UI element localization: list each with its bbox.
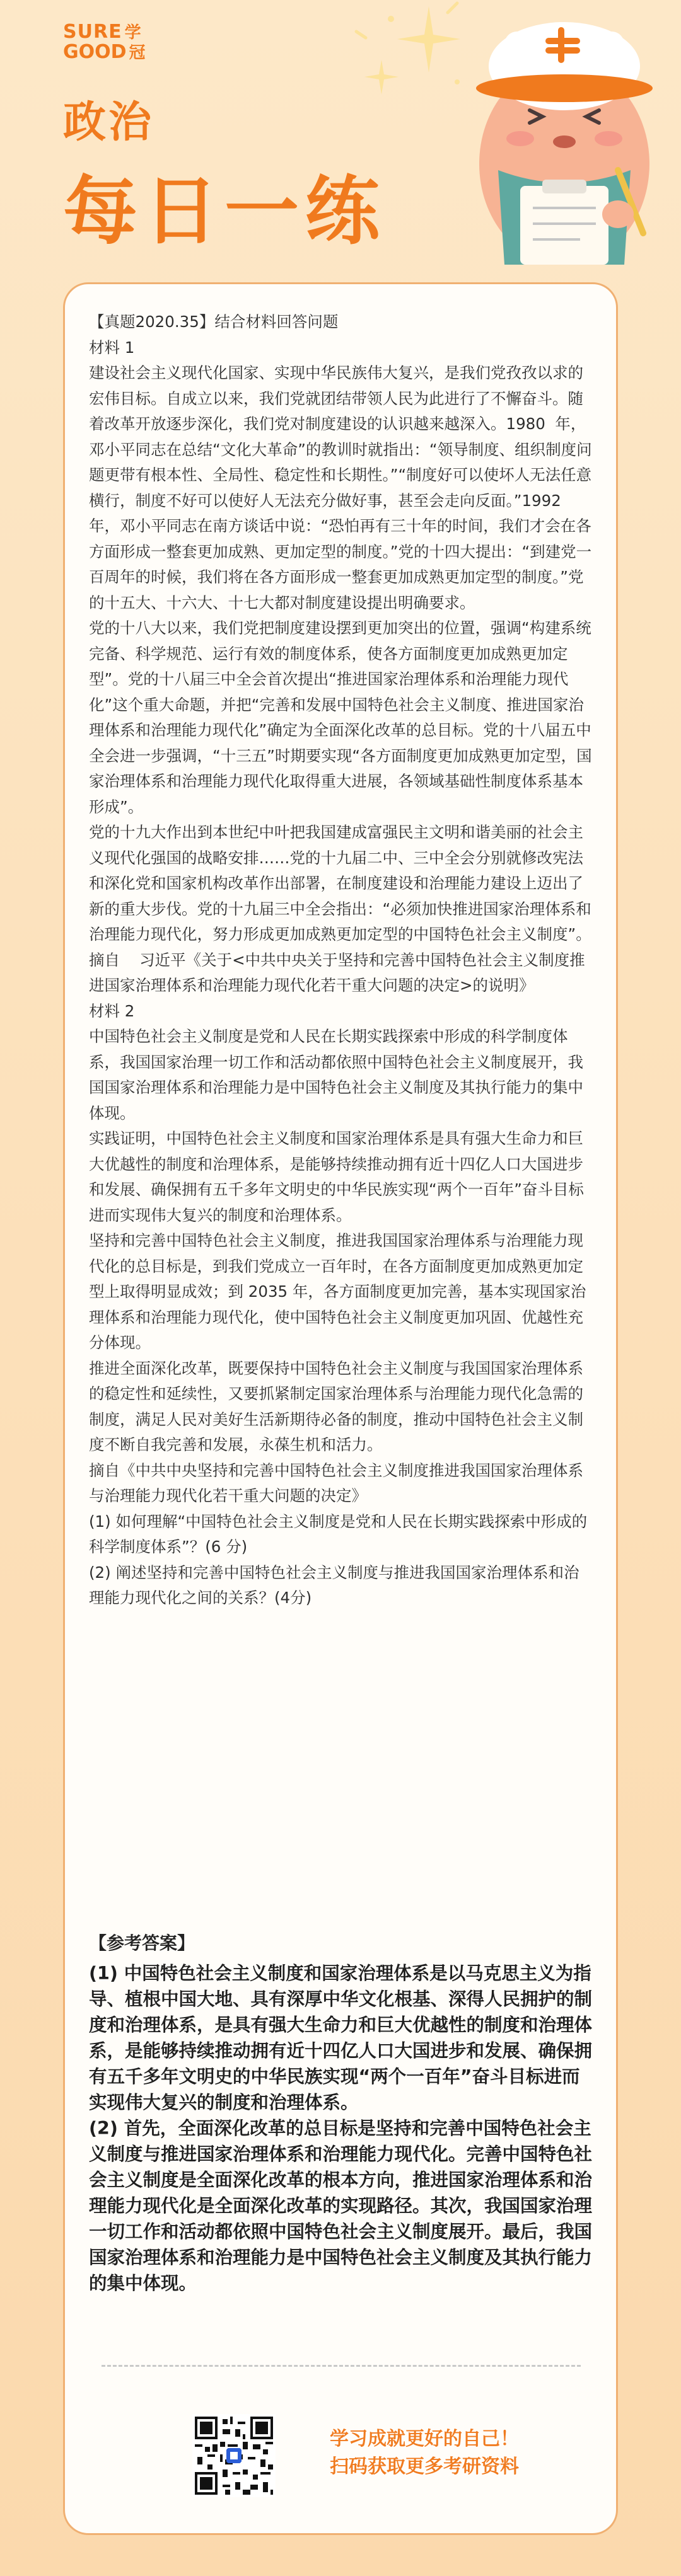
question-paragraph: 实践证明，中国特色社会主义制度和国家治理体系是具有强大生命力和巨大优越性的制度和治理体系，是能够持续推动拥有近十四亿人口大国进步和发展、确保拥有五千多年文明史的中华民族实现“两个一百年”奋斗目标进而实现伟大复兴的制度和治理体系。 (89, 1129, 584, 1224)
question-paragraph: 【真题2020.35】结合材料回答问题 (89, 313, 339, 331)
question-paragraph: 材料 1 (89, 338, 135, 357)
question-paragraph: 坚持和完善中国特色社会主义制度，推进我国国家治理体系与治理能力现代化的总目标是，到我们党成立一百年时，在各方面制度更加成熟更加定型上取得明显成效；到 2035 年，各方面制度更加完善，基本实现国家治理体系和治理能力现代化，使中国特色社会主义制度更加巩固、优越性充分体现。 (89, 1231, 586, 1352)
subject-heading: 政治 (63, 98, 154, 147)
question-paragraph: (2) 阐述坚持和完善中国特色社会主义制度与推进我国国家治理体系和治理能力现代化之间的关系？(4分) (89, 1563, 579, 1607)
question-paragraph: 摘自 习近平《关于<中共中央关于坚持和完善中国特色社会主义制度推进国家治理体系和治理能力现代化若干重大问题的决定>的说明》 (89, 950, 585, 994)
qr-code-icon[interactable] (192, 2414, 276, 2497)
question-paragraph: 党的十九大作出到本世纪中叶把我国建成富强民主文明和谐美丽的社会主义现代化强国的战略安排……党的十九届二中、三中全会分别就修改宪法和深化党和国家机构改革作出部署，在制度建设和治理能力建设上迈出了新的重大步伐。党的十九届三中全会指出：“必须加快推进国家治理体系和治理能力现代化，努力形成更加成熟更加定型的中国特色社会主义制度”。 (89, 823, 591, 943)
cta-line-2: 扫码获取更多考研资料 (330, 2456, 519, 2478)
sparkle-decoration-icon (353, 0, 467, 107)
question-paragraph: (1) 如何理解“中国特色社会主义制度是党和人民在长期实践探索中形成的科学制度体系”？(6 分) (89, 1512, 588, 1556)
cta-text (330, 2425, 519, 2481)
answer-paragraph: (2) 首先，全面深化改革的总目标是坚持和完善中国特色社会主义制度与推进国家治理体系和治理能力现代化。完善中国特色社会主义制度是全面深化改革的根本方向，推进国家治理体系和治理能力现代化是全面深化改革的实现路径。其次，我国国家治理一切工作和活动都依照中国特色社会主义制度展开。最后，我国国家治理体系和治理能力是中国特色社会主义制度及其执行能力的集中体现。 (89, 2118, 593, 2294)
question-paragraph: 摘自《中共中央坚持和完善中国特色社会主义制度推进我国国家治理体系与治理能力现代化若干重大问题的决定》 (89, 1461, 583, 1505)
brand-logo (63, 23, 146, 62)
answer-paragraph: (1) 中国特色社会主义制度和国家治理体系是以马克思主义为指导、植根中国大地、具有深厚中华文化根基、深得人民拥护的制度和治理体系，是具有强大生命力和巨大优越性的制度和治理体系，是能够持续推动拥有近十四亿人口大国进步和发展、确保拥有五千多年文明史的中华民族实现“两个一百年”奋斗目标进而实现伟大复兴的制度和治理体系。 (89, 1963, 593, 2113)
page-title: 每日一练 (63, 168, 387, 255)
content-card (63, 282, 618, 2535)
brand-line2-cn: 冠 (129, 43, 146, 62)
dashed-divider (102, 2365, 581, 2367)
question-paragraph: 中国特色社会主义制度是党和人民在长期实践探索中形成的科学制度体系，我国国家治理一切工作和活动都依照中国特色社会主义制度展开，我国国家治理体系和治理能力是中国特色社会主义制度及其执行能力的集中体现。 (89, 1027, 583, 1122)
question-paragraph: 党的十八大以来，我们党把制度建设摆到更加突出的位置，强调“构建系统完备、科学规范、运行有效的制度体系，使各方面制度更加成熟更加定型”。党的十八届三中全会首次提出“推进国家治理体系和治理能力现代化”这个重大命题，并把“完善和发展中国特色社会主义制度、推进国家治理体系和治理能力现代化”确定为全面深化改革的总目标。党的十八届五中全会进一步强调，“十三五”时期要实现“各方面制度更加成熟更加定型，国家治理体系和治理能力现代化取得重大进展，各领域基础性制度体系基本形成”。 (89, 619, 592, 816)
cta-line-1: 学习成就更好的自己！ (330, 2428, 519, 2450)
brand-line1: SURE (63, 21, 122, 43)
question-paragraph: 推进全面深化改革，既要保持中国特色社会主义制度与我国国家治理体系的稳定性和延续性，又要抓紧制定国家治理体系与治理能力现代化急需的制度，满足人民对美好生活新期待必备的制度，推动中国特色社会主义制度不断自我完善和发展，永葆生机和活力。 (89, 1359, 583, 1454)
answer-heading: 【参考答案】 (89, 1933, 195, 1953)
question-body (89, 309, 593, 1611)
mascot-illustration (460, 6, 668, 277)
answer-body (89, 1960, 596, 2296)
brand-line1-cn: 学 (124, 23, 142, 42)
brand-line2: GOOD (63, 41, 127, 63)
question-paragraph: 建设社会主义现代化国家、实现中华民族伟大复兴，是我们党孜孜以求的宏伟目标。自成立以来，我们党就团结带领人民为此进行了不懈奋斗。随着改革开放逐步深化，我们党对制度建设的认识越来越深入。1980 年，邓小平同志在总结“文化大革命”的教训时就指出：“领导制度、组织制度问题更带有根本性、全局性、稳定性和长期性。”“制度好可以使坏人无法任意横行，制度不好可以使好人无法充分做好事，甚至会走向反面。”1992 年，邓小平同志在南方谈话中说：“恐怕再有三十年的时间，我们才会在各方面形成一整套更加成熟、更加定型的制度。”党的十四大提出：“到建党一百周年的时候，我们将在各方面形成一整套更加成熟更加定型的制度。”党的十五大、十六大、十七大都对制度建设提出明确要求。 (89, 364, 592, 612)
question-paragraph: 材料 2 (89, 1001, 135, 1020)
